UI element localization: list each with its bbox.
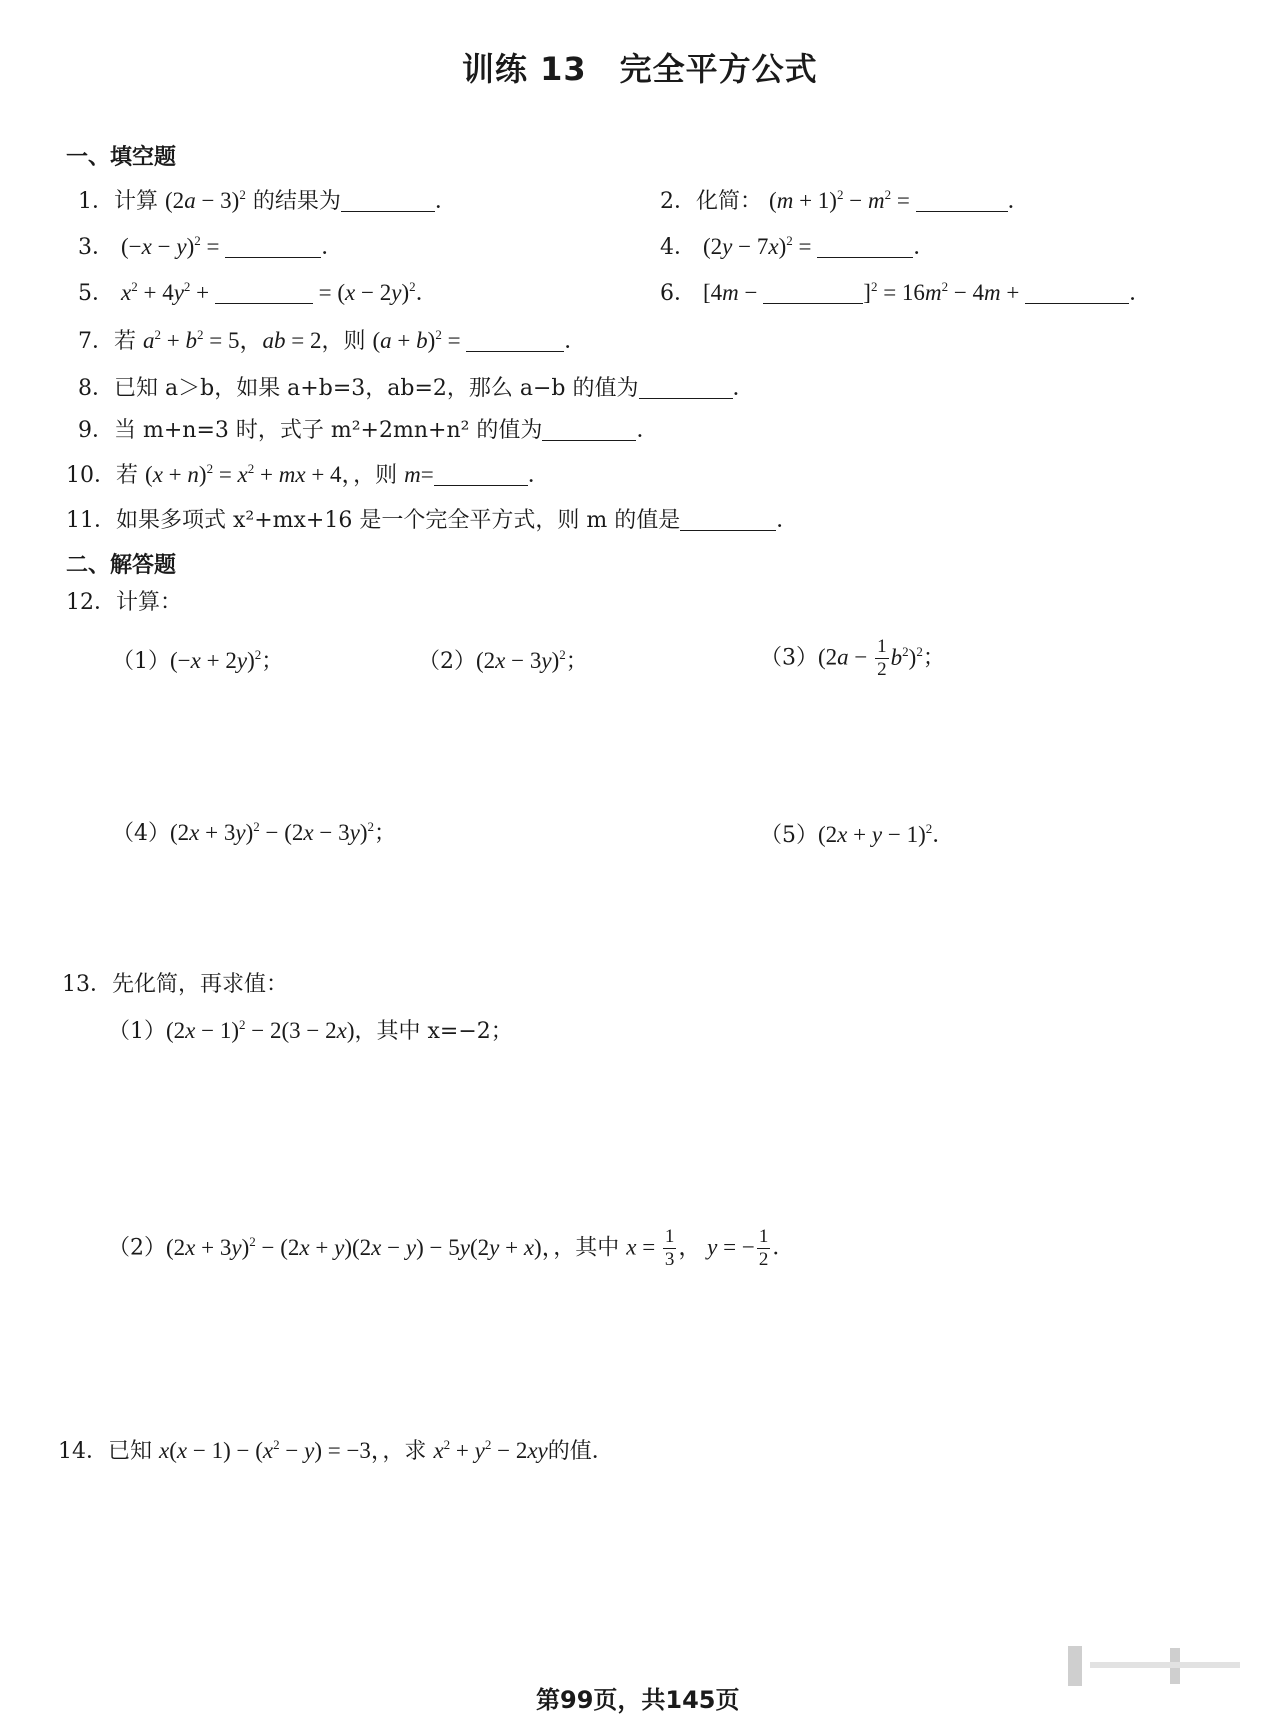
question-12-part-5: $(5)(2x + y - 1)^2$． <box>760 821 955 848</box>
question-3: 3． $(-x - y)^2$ = ． <box>78 233 344 260</box>
question-12-part-2: $(2)(2x - 3y)^2$； <box>418 647 588 674</box>
section-fill-blank: 一、填空题 <box>66 145 177 170</box>
scan-mark <box>1090 1662 1240 1668</box>
question-13-part-2: $(2)(2x + 3y)^2 - (2x + y)(2x - y) - 5y(2y + x)$，，其中 x = $\frac{1}{3}$ ， y = − $\frac{1}{2}$ ． <box>108 1226 795 1270</box>
question-4: 4． $(2y - 7x)^2$ = ． <box>660 233 936 260</box>
question-8: 8．已知 a＞b，如果 a+b=3，ab=2，那么 a−b 的值为 ． <box>78 376 755 401</box>
scan-mark <box>1068 1646 1082 1686</box>
question-10: 10．若 $(x + n)^2 = x^2$ + mx + 4，，则 m= ． <box>66 461 550 488</box>
question-14: 14．已知 $x(x - 1) - (x^2 - y) = -3$，，求 $x^2 + y^2 - 2xy$的值． <box>58 1437 614 1464</box>
question-13: 13．先化简，再求值： <box>62 972 289 997</box>
question-12-part-1: $(1)(-x + 2y)^2$； <box>112 647 284 674</box>
page-title: 训练 13 完全平方公式 <box>462 50 818 88</box>
question-5: 5． $x^2 + 4y^2$ + = $(x - 2y)^2$． <box>78 279 438 306</box>
question-9: 9．当 m+n=3 时，式子 m²+2mn+n² 的值为 ． <box>78 418 659 443</box>
question-2: 2．化简： $(m + 1)^2 - m^2$ = ． <box>660 187 1030 214</box>
question-11: 11．如果多项式 x²+mx+16 是一个完全平方式，则 m 的值是 ． <box>66 508 799 533</box>
question-12-part-4: $(4)(2x + 3y)^2 - (2x - 3y)^2$； <box>112 819 397 846</box>
question-12-part-3: （3）(2a − $\frac{1}{2}$ $b^2)^2$； <box>760 636 945 680</box>
page-number-footer: 第99页，共145页 <box>536 1686 740 1714</box>
question-7: 7．若 $a^2 + b^2 = 5$，ab = 2，则 $(a + b)^2$ = ． <box>78 327 587 354</box>
question-6: 6． $[4m - ]^2 = 16m^2 - 4m$ + ． <box>660 279 1152 306</box>
question-13-part-1: $(1)(2x - 1)^2 - 2(3 - 2x)$，其中 x=−2； <box>108 1017 513 1044</box>
question-1: 1．计算 $(2a - 3)^2$ 的结果为 ． <box>78 187 457 214</box>
question-12: 12．计算： <box>66 590 183 615</box>
section-answer: 二、解答题 <box>66 553 177 578</box>
